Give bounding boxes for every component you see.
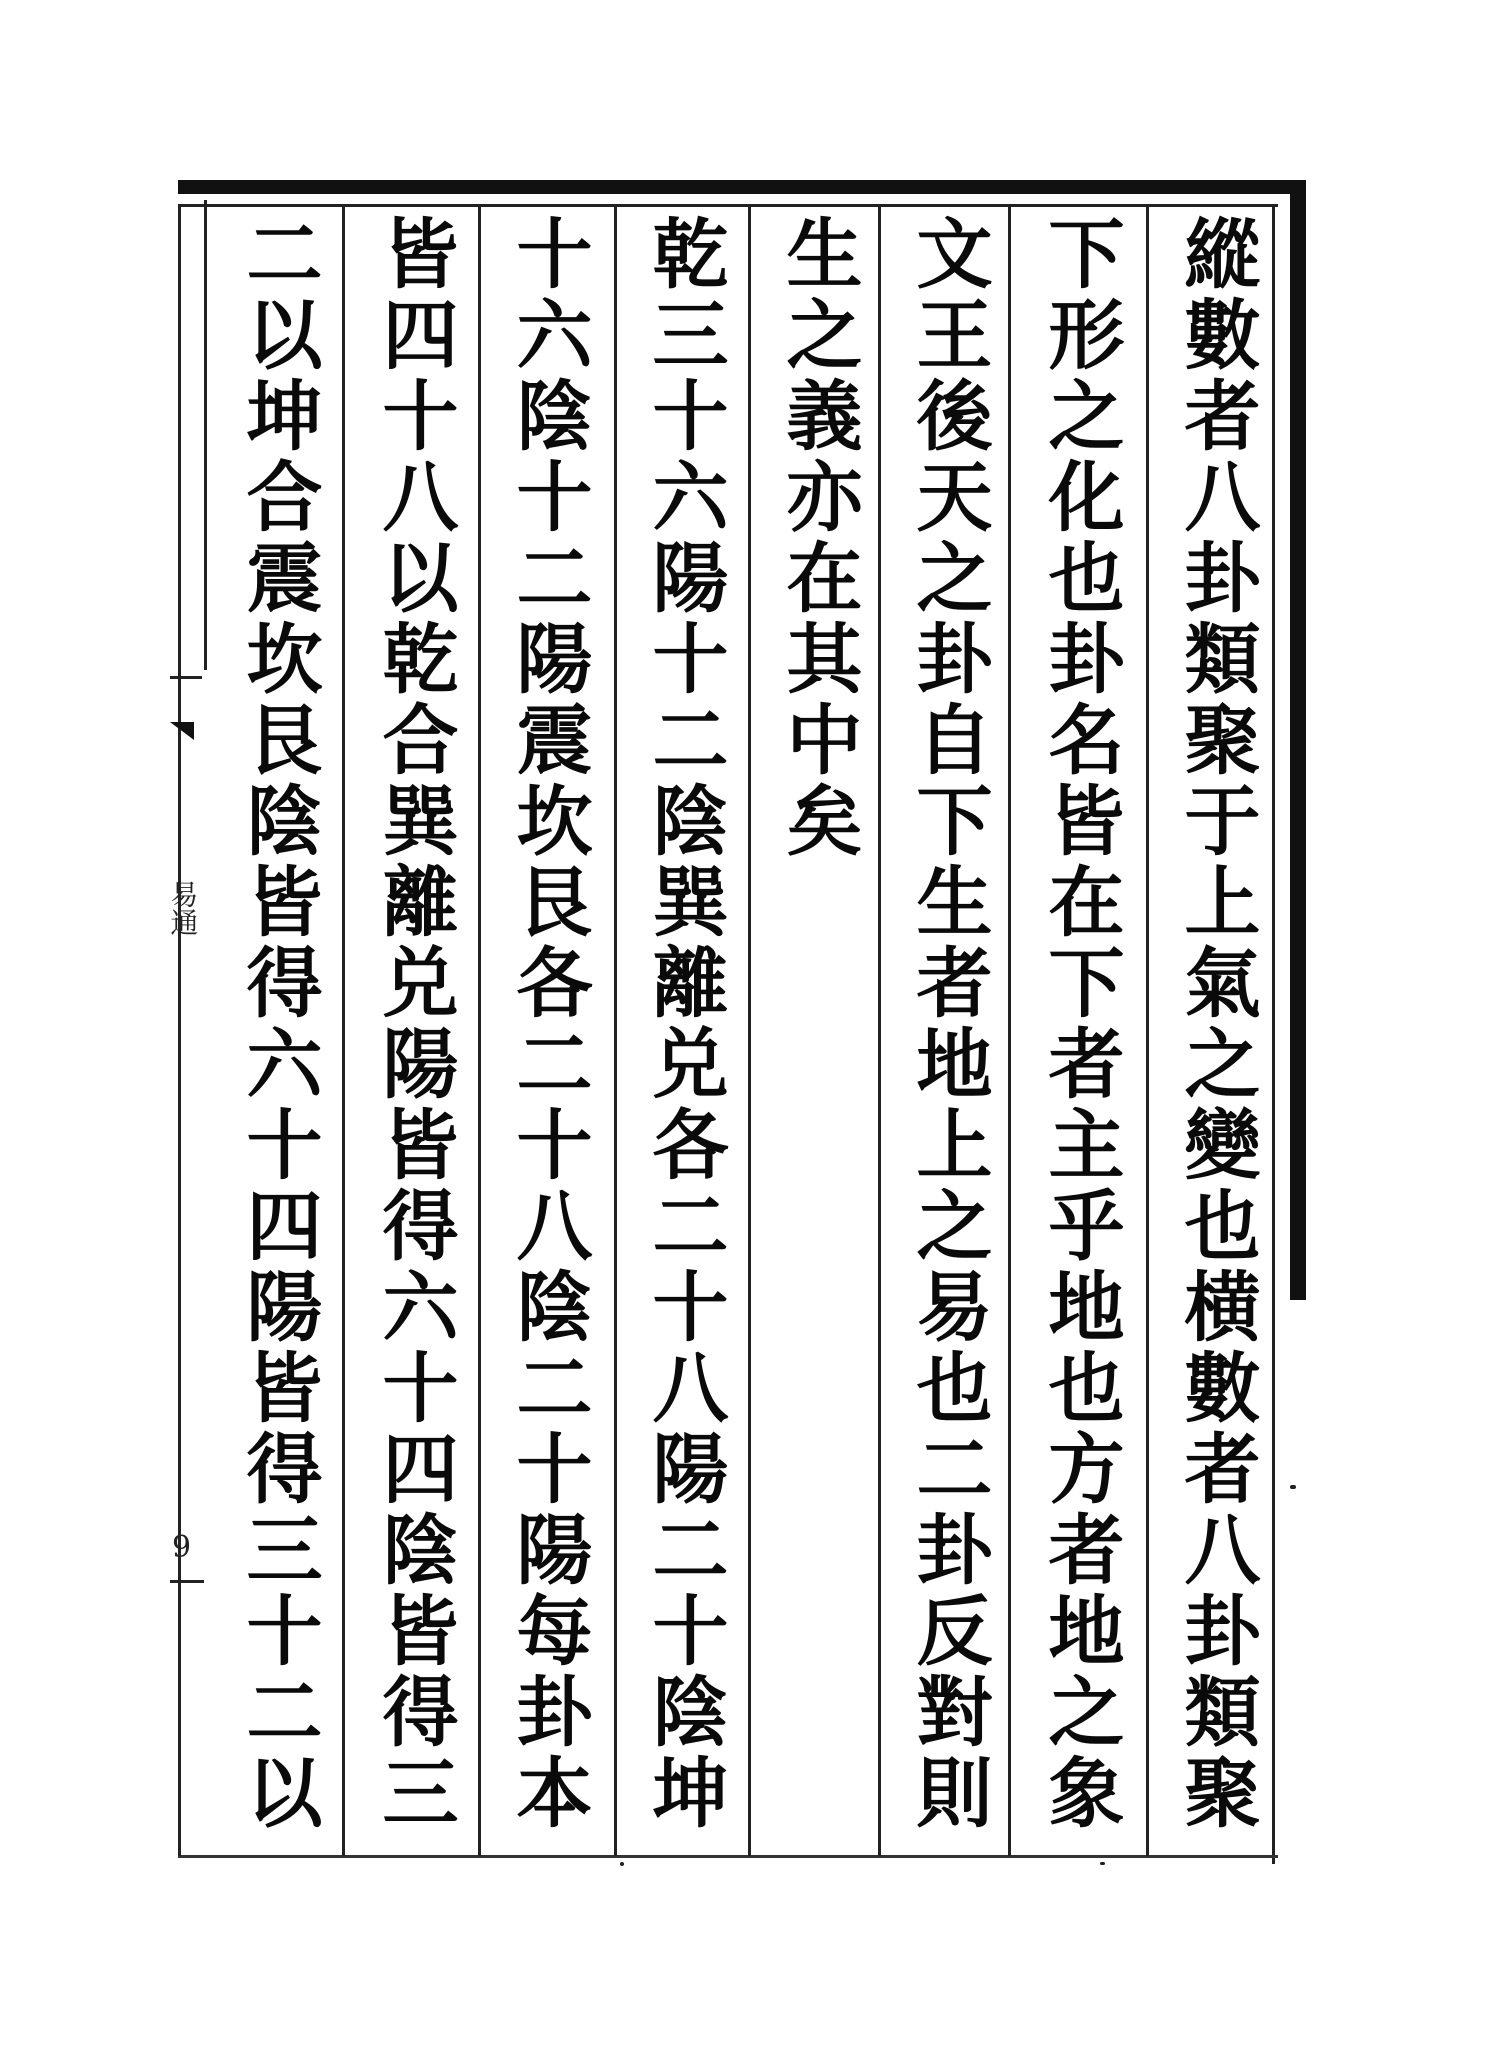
text-column-6: 十六陰十二陽震坎艮各二十八陰二十陽每卦本 <box>504 214 593 1834</box>
scan-speck <box>620 1862 624 1866</box>
text-column-2: 下形之化也卦名皆在下者主乎地也方者地之象 <box>1036 214 1125 1834</box>
text-column-7: 皆四十八以乾合巽離兑陽皆得六十四陰皆得三 <box>370 214 459 1834</box>
frame-top-border <box>178 180 1300 194</box>
scan-speck <box>1100 1862 1105 1865</box>
text-column-3: 文王後天之卦自下生者地上之易也二卦反對則 <box>904 214 993 1834</box>
margin-page-number: 9 <box>172 1530 192 1565</box>
text-column-8: 二以坤合震坎艮陰皆得六十四陽皆得三十二以 <box>234 214 323 1834</box>
margin-title: 易通 <box>166 880 200 936</box>
fish-tail-mark <box>170 722 194 740</box>
fish-tail-line <box>170 676 202 679</box>
scan-speck <box>1290 1485 1296 1489</box>
column-divider <box>878 206 881 1856</box>
column-divider <box>478 206 481 1856</box>
column-divider <box>342 206 345 1856</box>
frame-right-inner-line <box>1272 204 1275 1864</box>
margin-block <box>172 200 207 670</box>
column-divider <box>1008 206 1011 1856</box>
column-divider <box>614 206 617 1856</box>
column-divider <box>1146 206 1149 1856</box>
column-divider <box>748 206 751 1856</box>
margin-page-line <box>170 1580 204 1583</box>
text-column-1: 縱數者八卦類聚于上氣之變也横數者八卦類聚 <box>1172 214 1261 1834</box>
frame-right-border <box>1290 180 1306 1300</box>
text-column-5: 乾三十六陽十二陰巽離兑各二十八陽二十陰坤 <box>640 214 729 1834</box>
text-column-4: 生之義亦在其中矣 <box>774 214 863 862</box>
